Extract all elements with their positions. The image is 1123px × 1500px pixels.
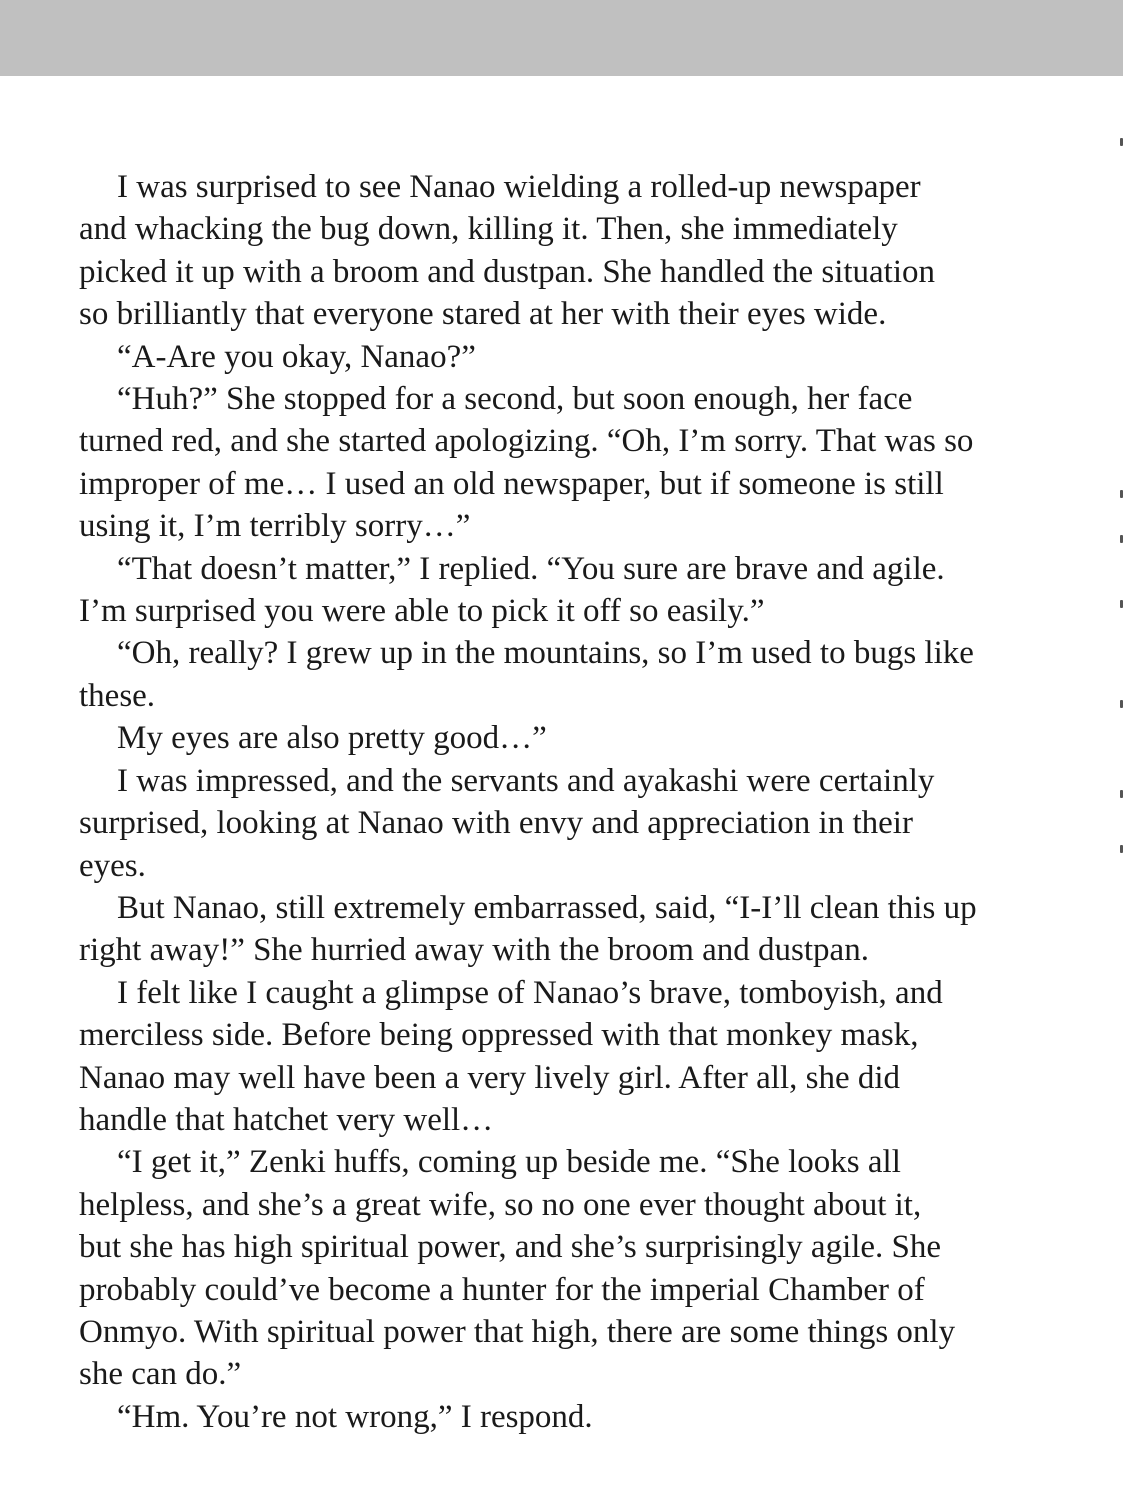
text-line: using it, I’m terribly sorry…” (79, 508, 471, 545)
paragraph (79, 972, 1049, 1142)
paragraph (79, 548, 1049, 633)
text-line: I’m surprised you were able to pick it off so easily.” (79, 593, 765, 630)
page-body (79, 166, 1049, 1438)
text-line: but she has high spiritual power, and she’s surprisingly agile. She (79, 1229, 942, 1266)
paragraph (79, 166, 1049, 336)
text-line: probably could’ve become a hunter for the imperial Chamber of (79, 1271, 925, 1308)
text-line: My eyes are also pretty good…” (117, 720, 547, 757)
text-line: eyes. (79, 847, 146, 884)
paragraph (79, 760, 1049, 887)
text-line: Onmyo. With spiritual power that high, there are some things only (79, 1313, 956, 1350)
text-line: she can do.” (79, 1356, 242, 1393)
text-line: “That doesn’t matter,” I replied. “You sure are brave and agile. (117, 550, 945, 587)
text-line: I was impressed, and the servants and ayakashi were certainly (117, 762, 935, 799)
text-line: I was surprised to see Nanao wielding a rolled-up newspaper (117, 169, 921, 205)
text-line: Nanao may well have been a very lively girl. After all, she did (79, 1059, 901, 1096)
paragraph (79, 1396, 1049, 1438)
text-line: I felt like I caught a glimpse of Nanao’s brave, tomboyish, and (117, 974, 943, 1011)
paragraph (79, 336, 1049, 378)
top-gray-bar (0, 0, 1123, 76)
text-line: But Nanao, still extremely embarrassed, said, “I-I’ll clean this up (117, 889, 977, 926)
text-line: so brilliantly that everyone stared at her with their eyes wide. (79, 296, 887, 333)
text-line: surprised, looking at Nanao with envy and appreciation in their (79, 805, 913, 842)
text-line: “Oh, really? I grew up in the mountains, so I’m used to bugs like (117, 635, 974, 672)
text-line: helpless, and she’s a great wife, so no one ever thought about it, (79, 1186, 922, 1223)
text-line: “I get it,” Zenki huffs, coming up beside me. “She looks all (117, 1144, 901, 1181)
paragraph (79, 1141, 1049, 1395)
text-line: “Hm. You’re not wrong,” I respond. (117, 1398, 593, 1435)
text-line: “Huh?” She stopped for a second, but soon enough, her face (117, 381, 913, 418)
text-line: picked it up with a broom and dustpan. She handled the situation (79, 253, 936, 290)
text-line: handle that hatchet very well… (79, 1101, 494, 1138)
text-line: these. (79, 677, 156, 714)
paragraph (79, 717, 1049, 759)
paragraph (79, 887, 1049, 972)
page-edge-marks (1117, 0, 1123, 1500)
text-line: turned red, and she started apologizing. “Oh, I’m sorry. That was so (79, 423, 974, 460)
text-line: improper of me… I used an old newspaper, but if someone is still (79, 465, 944, 502)
text-line: merciless side. Before being oppressed with that monkey mask, (79, 1017, 919, 1054)
text-line: and whacking the bug down, killing it. Then, she immediately (79, 211, 898, 248)
text-line: “A-Are you okay, Nanao?” (117, 338, 476, 375)
text-line: right away!” She hurried away with the broom and dustpan. (79, 932, 869, 969)
paragraph (79, 632, 1049, 717)
paragraph (79, 378, 1049, 548)
